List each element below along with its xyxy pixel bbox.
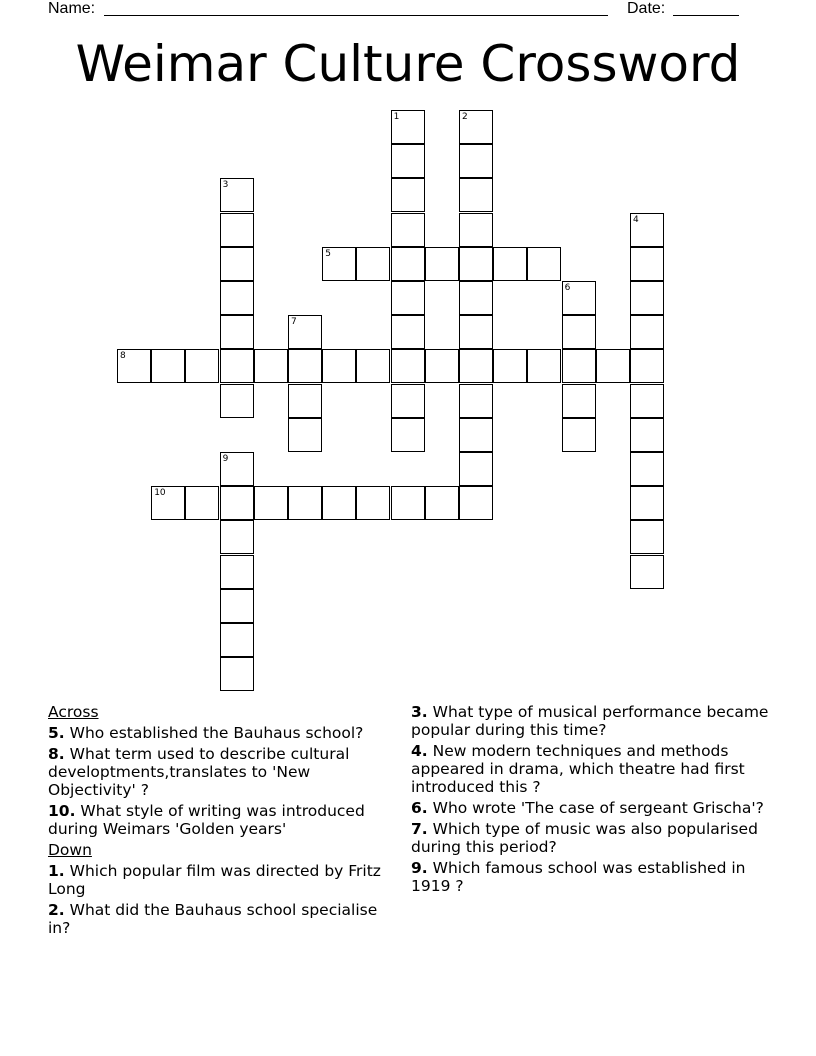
grid-cell[interactable] bbox=[220, 452, 254, 486]
clue bbox=[48, 862, 398, 898]
grid-cell[interactable] bbox=[630, 315, 664, 349]
grid-cell[interactable] bbox=[459, 144, 493, 178]
grid-cell[interactable] bbox=[459, 213, 493, 247]
grid-cell[interactable] bbox=[356, 486, 390, 520]
across-clue-list bbox=[48, 724, 398, 838]
clue-text: New modern techniques and methods appeared in drama, which theatre had first introduced this ? bbox=[411, 742, 745, 796]
grid-cell[interactable] bbox=[596, 349, 630, 383]
grid-cell[interactable] bbox=[630, 520, 664, 554]
grid-cell[interactable] bbox=[527, 247, 561, 281]
grid-cell[interactable] bbox=[288, 315, 322, 349]
clue-text: What style of writing was introduced during Weimars 'Golden years' bbox=[48, 802, 365, 838]
clue-text: Which popular film was directed by Fritz Long bbox=[48, 862, 381, 898]
grid-cell[interactable] bbox=[562, 418, 596, 452]
grid-cell[interactable] bbox=[220, 623, 254, 657]
grid-cell[interactable] bbox=[220, 657, 254, 691]
grid-cell[interactable] bbox=[630, 418, 664, 452]
grid-cell[interactable] bbox=[220, 589, 254, 623]
clues-left-column bbox=[48, 703, 398, 940]
grid-cell[interactable] bbox=[356, 247, 390, 281]
grid-cell[interactable] bbox=[391, 418, 425, 452]
cell-number: 2 bbox=[462, 112, 468, 122]
grid-cell[interactable] bbox=[630, 281, 664, 315]
grid-cell[interactable] bbox=[630, 247, 664, 281]
down-clue-list bbox=[48, 862, 398, 937]
grid-cell[interactable] bbox=[391, 384, 425, 418]
clue-number: 6. bbox=[411, 799, 428, 817]
grid-cell[interactable] bbox=[527, 349, 561, 383]
clue bbox=[48, 745, 398, 799]
grid-cell[interactable] bbox=[562, 349, 596, 383]
across-heading: Across bbox=[48, 703, 99, 721]
grid-cell[interactable] bbox=[220, 247, 254, 281]
grid-cell[interactable] bbox=[630, 349, 664, 383]
cell-number: 8 bbox=[120, 351, 126, 362]
grid-cell[interactable] bbox=[425, 349, 459, 383]
cell-number: 10 bbox=[154, 488, 166, 499]
clue-number: 7. bbox=[411, 820, 428, 838]
clue bbox=[48, 802, 398, 838]
grid-cell[interactable] bbox=[391, 486, 425, 520]
grid-cell[interactable] bbox=[254, 486, 288, 520]
grid-cell[interactable] bbox=[391, 144, 425, 178]
grid-cell[interactable] bbox=[220, 486, 254, 520]
grid-cell[interactable] bbox=[220, 520, 254, 554]
grid-cell[interactable] bbox=[117, 349, 151, 383]
grid-cell[interactable] bbox=[391, 315, 425, 349]
clue-text: What term used to describe cultural developtments,translates to 'New Objectivity' ? bbox=[48, 745, 350, 799]
clue-number: 5. bbox=[48, 724, 65, 742]
clue-text: Who established the Bauhaus school? bbox=[64, 724, 364, 742]
grid-cell[interactable] bbox=[391, 281, 425, 315]
grid-cell[interactable] bbox=[220, 281, 254, 315]
grid-cell[interactable] bbox=[459, 418, 493, 452]
grid-cell[interactable] bbox=[459, 247, 493, 281]
grid-cell[interactable] bbox=[185, 486, 219, 520]
cell-number: 3 bbox=[222, 180, 229, 191]
clue-text: What did the Bauhaus school specialise in? bbox=[48, 901, 378, 937]
clue bbox=[411, 742, 771, 796]
grid-cell[interactable] bbox=[220, 384, 254, 418]
name-label: Name: bbox=[48, 0, 96, 17]
grid-cell[interactable] bbox=[220, 178, 254, 212]
grid-cell[interactable] bbox=[220, 555, 254, 589]
grid-cell[interactable] bbox=[630, 384, 664, 418]
grid-cell[interactable] bbox=[562, 384, 596, 418]
grid-cell[interactable] bbox=[630, 452, 664, 486]
grid-cell[interactable] bbox=[391, 349, 425, 383]
grid-cell[interactable] bbox=[630, 555, 664, 589]
grid-cell[interactable] bbox=[425, 247, 459, 281]
cell-number: 6 bbox=[564, 283, 571, 293]
down-heading: Down bbox=[48, 841, 92, 859]
grid-cell[interactable] bbox=[459, 384, 493, 418]
grid-cell[interactable] bbox=[288, 384, 322, 418]
grid-cell[interactable] bbox=[322, 247, 356, 281]
grid-cell[interactable] bbox=[459, 281, 493, 315]
grid-cell[interactable] bbox=[391, 178, 425, 212]
clue-text: Who wrote 'The case of sergeant Grischa'? bbox=[427, 799, 764, 817]
grid-cell[interactable] bbox=[288, 349, 322, 383]
date-label: Date: bbox=[627, 0, 666, 17]
grid-cell[interactable] bbox=[356, 349, 390, 383]
grid-cell[interactable] bbox=[459, 452, 493, 486]
grid-cell[interactable] bbox=[288, 486, 322, 520]
grid-cell[interactable] bbox=[562, 281, 596, 315]
grid-cell[interactable] bbox=[493, 349, 527, 383]
grid-cell[interactable] bbox=[220, 349, 254, 383]
clue-number: 3. bbox=[411, 703, 428, 721]
grid-cell[interactable] bbox=[185, 349, 219, 383]
grid-cell[interactable] bbox=[220, 213, 254, 247]
clue bbox=[411, 799, 771, 817]
grid-cell[interactable] bbox=[459, 178, 493, 212]
cell-number: 4 bbox=[633, 214, 639, 225]
grid-cell[interactable] bbox=[254, 349, 288, 383]
grid-cell[interactable] bbox=[151, 349, 185, 383]
grid-cell[interactable] bbox=[562, 315, 596, 349]
clue bbox=[48, 901, 398, 937]
grid-cell[interactable] bbox=[493, 247, 527, 281]
grid-cell[interactable] bbox=[322, 486, 356, 520]
grid-cell[interactable] bbox=[151, 486, 185, 520]
grid-cell[interactable] bbox=[322, 349, 356, 383]
grid-cell[interactable] bbox=[288, 418, 322, 452]
grid-cell[interactable] bbox=[459, 315, 493, 349]
cell-number: 5 bbox=[325, 248, 331, 259]
grid-cell[interactable] bbox=[425, 486, 459, 520]
clue bbox=[48, 724, 398, 742]
clue-number: 9. bbox=[411, 859, 428, 877]
grid-cell[interactable] bbox=[459, 486, 493, 520]
cell-number: 1 bbox=[393, 112, 400, 122]
clue-text: Which famous school was established in 1919 ? bbox=[411, 859, 746, 895]
down-clue-list-continued bbox=[411, 703, 771, 895]
cell-number: 7 bbox=[291, 317, 297, 328]
clue-number: 2. bbox=[48, 901, 65, 919]
clue-text: Which type of music was also popularised during this period? bbox=[411, 820, 758, 856]
clue bbox=[411, 703, 771, 739]
grid-cell[interactable] bbox=[391, 247, 425, 281]
clue bbox=[411, 820, 771, 856]
grid-cell[interactable] bbox=[459, 349, 493, 383]
grid-cell[interactable] bbox=[391, 110, 425, 144]
clue-text: What type of musical performance became popular during this time? bbox=[411, 703, 769, 739]
clue-number: 10. bbox=[48, 802, 76, 820]
clue-number: 1. bbox=[48, 862, 65, 880]
grid-cell[interactable] bbox=[630, 486, 664, 520]
clue-number: 8. bbox=[48, 745, 65, 763]
grid-cell[interactable] bbox=[220, 315, 254, 349]
clues-right-column bbox=[411, 703, 771, 898]
clue bbox=[411, 859, 771, 895]
cell-number: 9 bbox=[222, 454, 229, 464]
grid-cell[interactable] bbox=[459, 110, 493, 144]
clue-number: 4. bbox=[411, 742, 428, 760]
grid-cell[interactable] bbox=[630, 213, 664, 247]
page-title: Weimar Culture Crossword bbox=[75, 35, 741, 93]
grid-cell[interactable] bbox=[391, 213, 425, 247]
